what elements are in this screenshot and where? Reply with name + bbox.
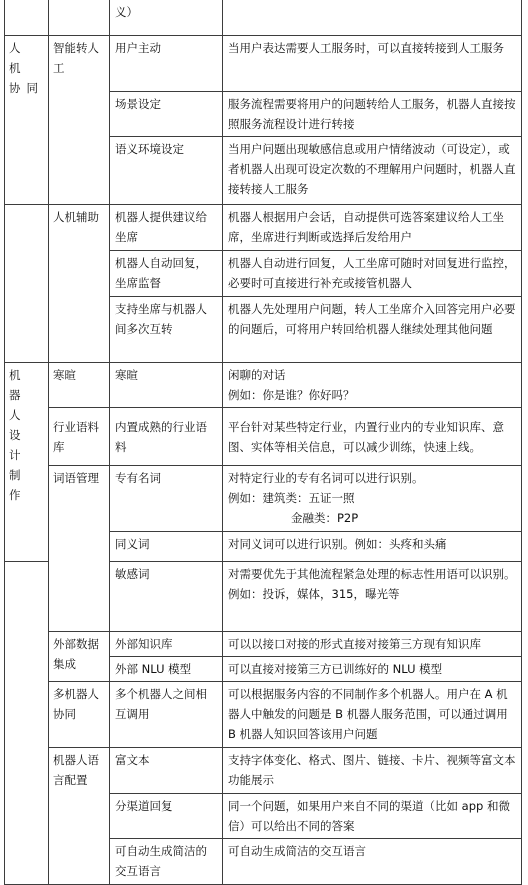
description-cell: [223, 466, 522, 532]
feature-cell: 支持坐席与机器人间多次互转: [110, 297, 223, 363]
feature-cell: 机器人提供建议给坐席: [110, 205, 223, 251]
description-cell: 同一个问题，如果用户来自不同的渠道（比如 app 和微信）可以给出不同的答案: [223, 794, 522, 839]
group-cell: 机器人语言配置: [49, 748, 110, 885]
description-cell: 可自动生成简洁的交互语言: [223, 839, 522, 885]
description-cell: 当用户问题出现敏感信息或用户情绪波动（可设定），或者机器人出现可设定次数的不理解用户问题时，机器人直接转接人工服务: [223, 137, 522, 205]
description-line: 对特定行业的专有名词可以进行识别。: [228, 471, 424, 485]
description-cell: 对同义词可以进行识别。例如：头疼和头痛: [223, 532, 522, 562]
description-cell: 机器人自动进行回复，人工坐席可随时对回复进行监控，必要时可直接进行补充或接管机器人: [223, 251, 522, 297]
group-cell: 行业语料库: [49, 408, 110, 466]
feature-cell: 多个机器人之间相互调用: [110, 682, 223, 748]
description-line: 对需要优先于其他流程紧急处理的标志性用语可以识别。: [228, 567, 516, 581]
table-row: [5, 363, 522, 408]
feature-cell: 可自动生成简洁的交互语言: [110, 839, 223, 885]
feature-cell: 语义环境设定: [110, 137, 223, 205]
description-cell: 当用户表达需要人工服务时，可以直接转接到人工服务: [223, 36, 522, 92]
description-line: 金融类：P2P: [291, 511, 359, 525]
description-cell: 机器人根据用户会话，自动提供可选答案建议给人工坐席，坐席进行判断或选择后发给用户: [223, 205, 522, 251]
description-line: 例如：投诉，媒体，315，曝光等: [228, 587, 400, 601]
table-row: [5, 632, 522, 657]
feature-cell: 内置成熟的行业语料: [110, 408, 223, 466]
description-line: 例如：建筑类：五证一照: [228, 491, 355, 505]
feature-cell: 寒暄: [110, 363, 223, 408]
table-cell: [5, 205, 49, 363]
category-cell: 机 器 人 设 计 制 作: [5, 363, 49, 562]
group-cell: 多机器人协同: [49, 682, 110, 748]
feature-cell: 外部 NLU 模型: [110, 657, 223, 682]
feature-table: [4, 0, 522, 885]
description-cell: 服务流程需要将用户的问题转给人工服务，机器人直接按照服务流程设计进行转接: [223, 92, 522, 137]
table-cell: [5, 562, 49, 885]
description-cell: [223, 363, 522, 408]
table-row: [5, 466, 522, 532]
feature-cell: 机器人自动回复，坐席监督: [110, 251, 223, 297]
table-row: [5, 408, 522, 466]
table-row: [5, 205, 522, 251]
group-cell: 词语管理: [49, 466, 110, 632]
group-cell: 智能转人工: [49, 36, 110, 205]
feature-cell: 场景设定: [110, 92, 223, 137]
category-cell: 人 机 协同: [5, 36, 49, 205]
feature-cell: 义）: [110, 0, 223, 36]
table-row: [5, 36, 522, 92]
feature-cell: 专有名词: [110, 466, 223, 532]
feature-cell: 敏感词: [110, 562, 223, 632]
feature-cell: 外部知识库: [110, 632, 223, 657]
group-cell: 人机辅助: [49, 205, 110, 363]
table-row: [5, 0, 522, 36]
description-cell: 平台针对某些特定行业，内置行业内的专业知识库、意图、实体等相关信息，可以减少训练，快速上线。: [223, 408, 522, 466]
description-line: 闲聊的对话: [228, 368, 286, 382]
feature-cell: 富文本: [110, 748, 223, 794]
description-cell: 可以直接对接第三方已训练好的 NLU 模型: [223, 657, 522, 682]
feature-cell: 分渠道回复: [110, 794, 223, 839]
feature-cell: 用户主动: [110, 36, 223, 92]
table-cell: [49, 0, 110, 36]
description-cell: 可以以接口对接的形式直接对接第三方现有知识库: [223, 632, 522, 657]
description-cell: [223, 562, 522, 632]
group-cell: 外部数据集成: [49, 632, 110, 682]
group-cell: 寒暄: [49, 363, 110, 408]
feature-cell: 同义词: [110, 532, 223, 562]
description-cell: 可以根据服务内容的不同制作多个机器人。用户在 A 机器人中触发的问题是 B 机器人服务范围，可以通过调用 B 机器人知识回答该用户问题: [223, 682, 522, 748]
table-row: [5, 682, 522, 748]
table-cell: [5, 0, 49, 36]
description-cell: 机器人先处理用户问题，转人工坐席介入回答完用户必要的问题后，可将用户转回给机器人继续处理其他问题: [223, 297, 522, 363]
table-row: [5, 748, 522, 794]
description-cell: 支持字体变化、格式、图片、链接、卡片、视频等富文本功能展示: [223, 748, 522, 794]
description-cell: [223, 0, 522, 36]
description-line: 例如：你是谁？你好吗？: [228, 388, 355, 402]
